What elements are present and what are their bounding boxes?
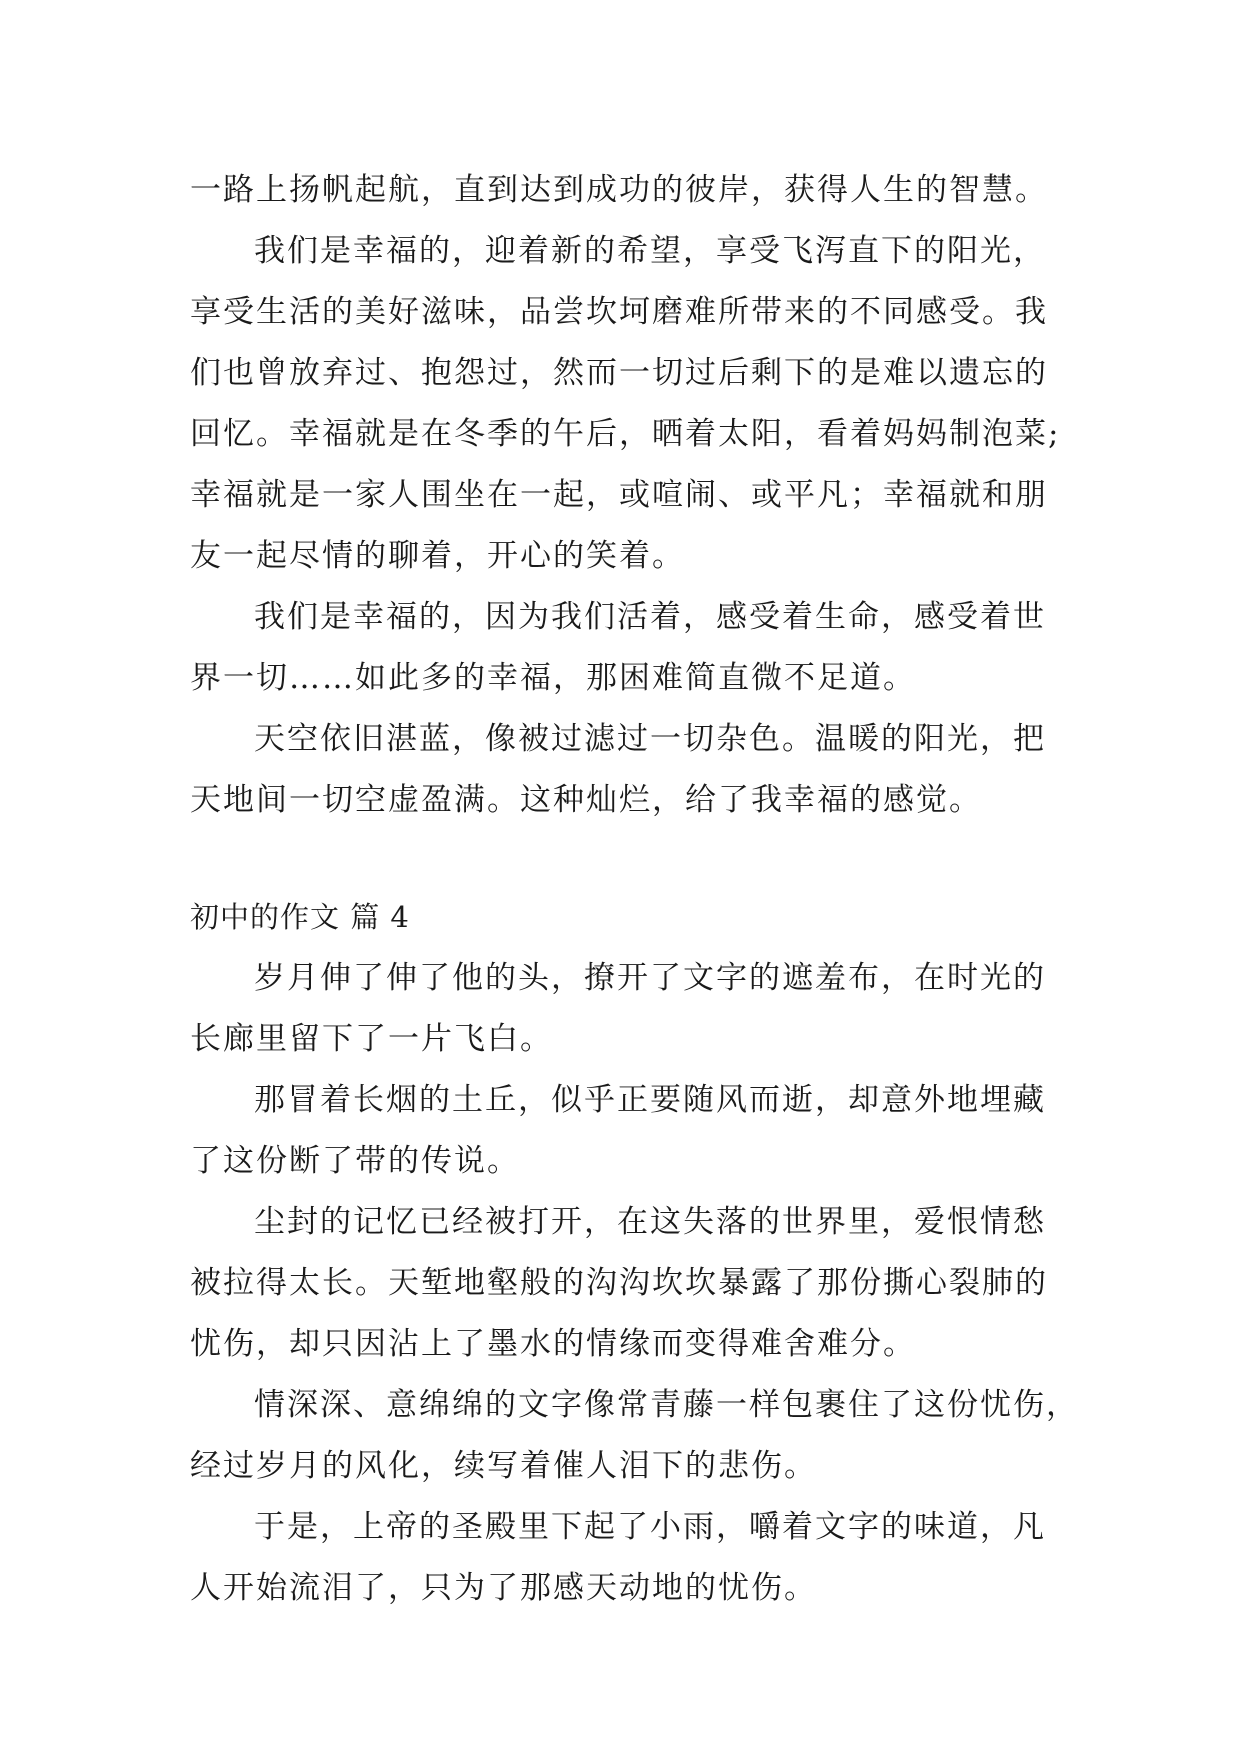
paragraph-start-line: 我们是幸福的，迎着新的希望，享受飞泻直下的阳光，	[254, 233, 1046, 269]
text-line: 友一起尽情的聊着，开心的笑着。	[190, 538, 685, 574]
text-line: 忧伤，却只因沾上了墨水的情缘而变得难舍难分。	[190, 1326, 916, 1362]
text-line: 人开始流泪了，只为了那感天动地的忧伤。	[190, 1570, 817, 1606]
text-line: 回忆。幸福就是在冬季的午后，晒着太阳，看着妈妈制泡菜;	[190, 416, 1061, 452]
text-line: 长廊里留下了一片飞白。	[190, 1021, 553, 1057]
paragraph-start-line: 那冒着长烟的土丘，似乎正要随风而逝，却意外地埋藏	[254, 1082, 1046, 1118]
text-line: 被拉得太长。天堑地壑般的沟沟坎坎暴露了那份撕心裂肺的	[190, 1265, 1048, 1301]
text-line: 经过岁月的风化，续写着催人泪下的悲伤。	[190, 1448, 817, 1484]
paragraph-start-line: 尘封的记忆已经被打开，在这失落的世界里，爱恨情愁	[254, 1204, 1046, 1240]
paragraph-start-line: 我们是幸福的，因为我们活着，感受着生命，感受着世	[254, 599, 1046, 635]
paragraph-start-line: 天空依旧湛蓝，像被过滤过一切杂色。温暖的阳光，把	[254, 721, 1046, 757]
section-heading: 初中的作文 篇 4	[190, 900, 410, 934]
text-line: 享受生活的美好滋味，品尝坎坷磨难所带来的不同感受。我	[190, 294, 1048, 330]
text-line: 们也曾放弃过、抱怨过，然而一切过后剩下的是难以遗忘的	[190, 355, 1048, 391]
text-line: 天地间一切空虚盈满。这种灿烂，给了我幸福的感觉。	[190, 782, 982, 818]
text-line: 了这份断了带的传说。	[190, 1143, 520, 1179]
text-line: 幸福就是一家人围坐在一起，或喧闹、或平凡；幸福就和朋	[190, 477, 1048, 513]
text-line: 界一切……如此多的幸福，那困难简直微不足道。	[190, 660, 916, 696]
document-page	[190, 160, 1079, 1619]
paragraph-start-line: 于是，上帝的圣殿里下起了小雨，嚼着文字的味道，凡	[254, 1509, 1046, 1545]
text-line: 一路上扬帆起航，直到达到成功的彼岸，获得人生的智慧。	[190, 172, 1048, 208]
paragraph-start-line: 岁月伸了伸了他的头，撩开了文字的遮羞布，在时光的	[254, 960, 1046, 996]
section-gap	[190, 831, 1060, 887]
paragraph-start-line: 情深深、意绵绵的文字像常青藤一样包裹住了这份忧伤，	[254, 1387, 1079, 1423]
